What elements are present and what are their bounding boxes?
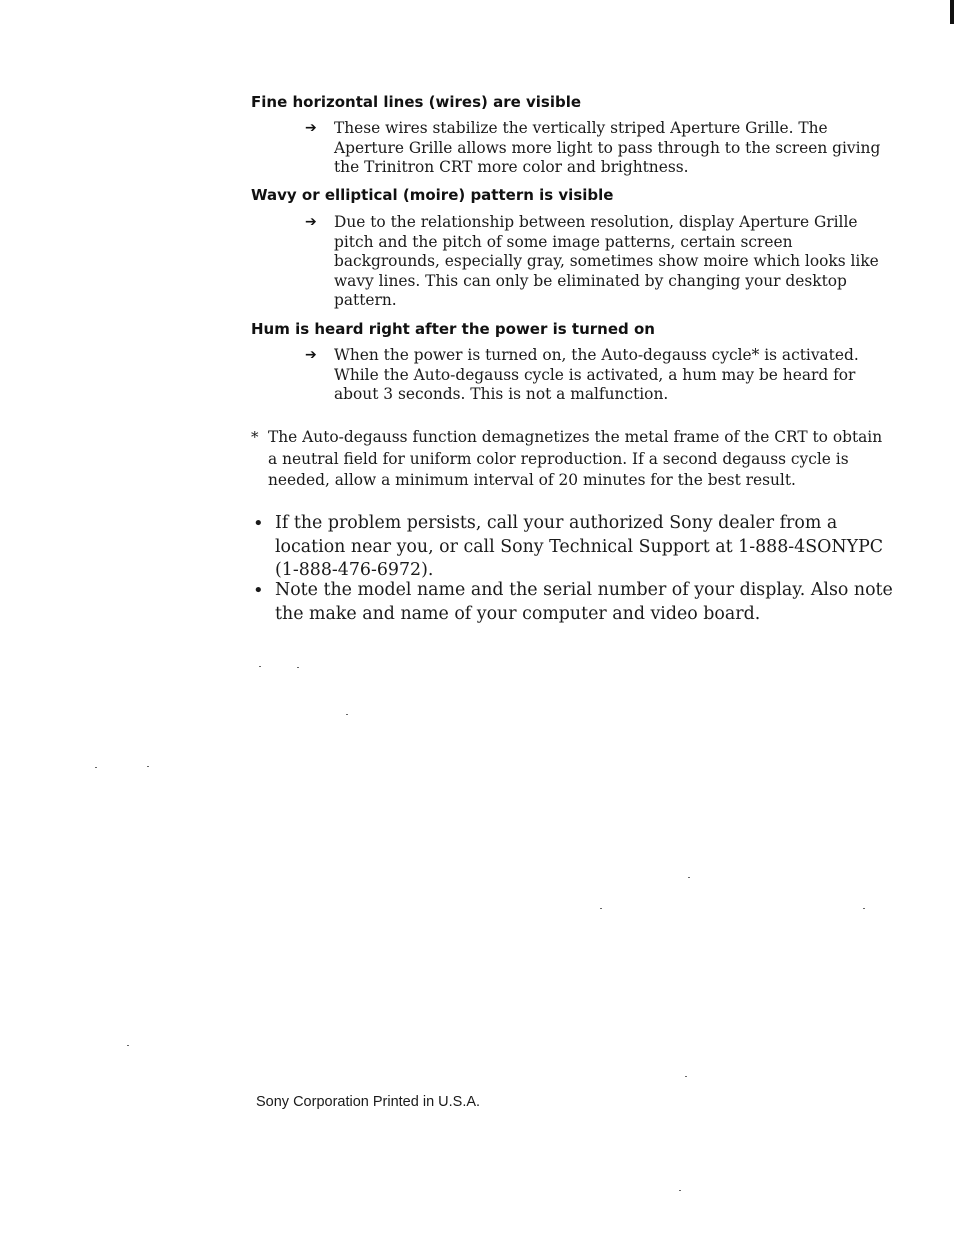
section-item-fine-lines [305,119,885,178]
scan-speck [95,767,97,768]
bullet-icon: • [253,513,264,534]
scan-speck [600,908,602,909]
page-edge-mark [950,0,954,24]
bullet-text-support: If the problem persists, call your authorized Sony dealer from a location near you, or call Sony Technical Support at 1-888-4SONYPC (1-888-476-6972). [275,513,884,580]
footnote [251,427,891,492]
scan-speck [259,666,261,667]
scan-speck [863,908,865,909]
arrow-icon: ➔ [305,120,317,136]
bullet-text-model-info: Note the model name and the serial number of your display. Also note the make and name of your computer and video board. [275,580,893,624]
section-item-hum [305,346,885,405]
section-text-hum: When the power is turned on, the Auto-degauss cycle* is activated. While the Auto-degauss cycle is activated, a hum may be heard for about 3 seconds. This is not a malfunction. [334,346,859,403]
section-item-moire [305,213,885,311]
bullet-item-model-info [253,579,903,626]
scan-speck [688,877,690,878]
arrow-icon: ➔ [305,214,317,230]
arrow-icon: ➔ [305,347,317,363]
scan-speck [679,1190,681,1191]
section-heading-hum: Hum is heard right after the power is turned on [251,320,655,338]
scan-speck [346,714,348,715]
footer-printer-info: Sony Corporation Printed in U.S.A. [256,1094,481,1110]
scan-speck [297,667,299,668]
section-heading-fine-lines: Fine horizontal lines (wires) are visible [251,93,582,111]
bullet-item-support [253,512,903,583]
footnote-asterisk: * [251,428,259,446]
scan-speck [127,1045,129,1046]
section-text-fine-lines: These wires stabilize the vertically striped Aperture Grille. The Aperture Grille allows more light to pass through to the screen giving the Trinitron CRT more color and brightness. [334,119,881,176]
section-heading-moire: Wavy or elliptical (moire) pattern is visible [251,186,614,204]
scan-speck [147,766,149,767]
scan-speck [685,1076,687,1077]
section-text-moire: Due to the relationship between resolution, display Aperture Grille pitch and the pitch of some image patterns, certain screen backgrounds, especially gray, sometimes show moire which looks like wavy lines. This can only be eliminated by changing your desktop pattern. [334,213,879,309]
footnote-text: The Auto-degauss function demagnetizes the metal frame of the CRT to obtain a neutral field for uniform color reproduction. If a second degauss cycle is needed, allow a minimum interval of 20 minutes for the best result. [268,428,883,489]
bullet-icon: • [253,580,264,601]
